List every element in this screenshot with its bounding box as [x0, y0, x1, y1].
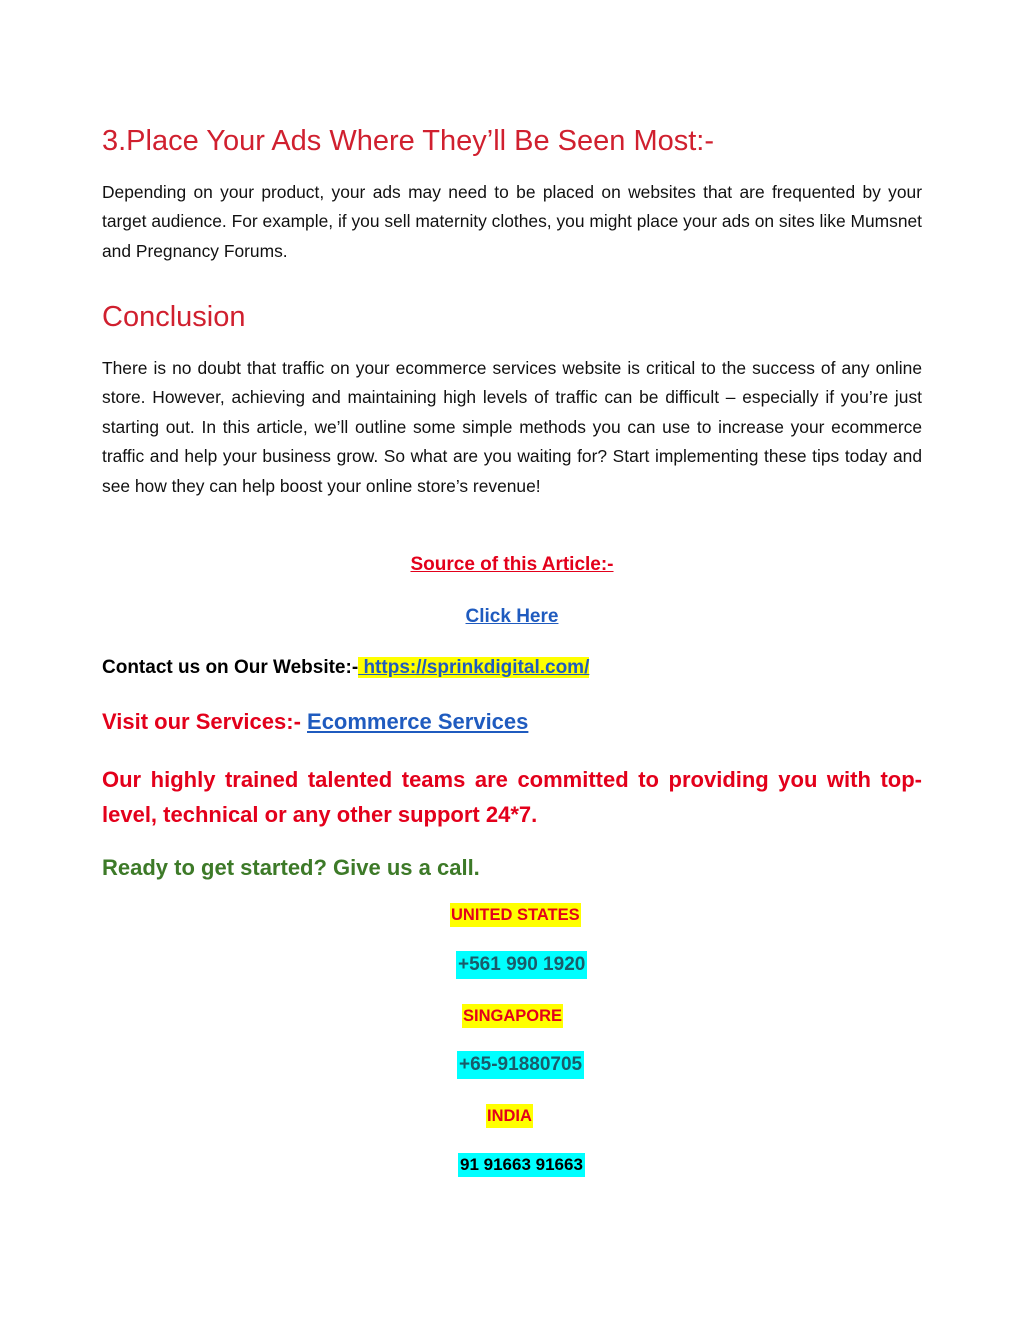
location-label-united-states: UNITED STATES — [450, 903, 581, 927]
phone-india[interactable]: 91 91663 91663 — [458, 1153, 585, 1177]
website-link[interactable]: https://sprinkdigital.com/ — [358, 657, 590, 678]
phone-in-row — [458, 1153, 585, 1177]
contact-line — [102, 657, 589, 679]
click-here-link[interactable]: Click Here — [465, 606, 559, 627]
location-label-singapore: SINGAPORE — [462, 1004, 563, 1028]
click-here-row — [102, 606, 922, 628]
support-paragraph: Our highly trained talented teams are committed to providing you with top-level, technical or any other support 24*7. — [102, 767, 922, 827]
ecommerce-services-link[interactable]: Ecommerce Services — [307, 709, 529, 734]
phone-united-states[interactable]: +561 990 1920 — [456, 951, 587, 979]
location-us — [450, 903, 581, 927]
section-paragraph-place-ads: Depending on your product, your ads may need to be placed on websites that are frequented by your target audience. For example, if you sell maternity clothes, you might place your ads on sites like Mumsnet and Pregnancy Forums. — [102, 182, 922, 261]
conclusion-heading: Conclusion — [102, 301, 246, 333]
location-in — [486, 1104, 533, 1128]
source-heading: Source of this Article:- — [410, 554, 614, 575]
location-sg — [462, 1004, 563, 1028]
contact-label: Contact us on Our Website:- — [102, 657, 359, 678]
page-content — [102, 0, 922, 1325]
phone-us-row — [456, 951, 587, 979]
services-label: Visit our Services:- — [102, 709, 308, 734]
phone-singapore[interactable]: +65-91880705 — [457, 1051, 584, 1079]
section-heading-place-ads: 3.Place Your Ads Where They’ll Be Seen Most:- — [102, 125, 715, 157]
phone-sg-row — [457, 1051, 584, 1079]
location-label-india: INDIA — [486, 1104, 533, 1128]
call-to-action: Ready to get started? Give us a call. — [102, 855, 480, 880]
conclusion-paragraph: There is no doubt that traffic on your ecommerce services website is critical to the success of any online store. However, achieving and maintaining high levels of traffic can be difficult – especially if you’re just starting out. In this article, we’ll outline some simple methods you can use to increase your ecommerce traffic and help your business grow. So what are you waiting for? Start implementing these tips today and see how they can help boost your online store’s revenue! — [102, 358, 922, 496]
services-line — [102, 709, 528, 735]
